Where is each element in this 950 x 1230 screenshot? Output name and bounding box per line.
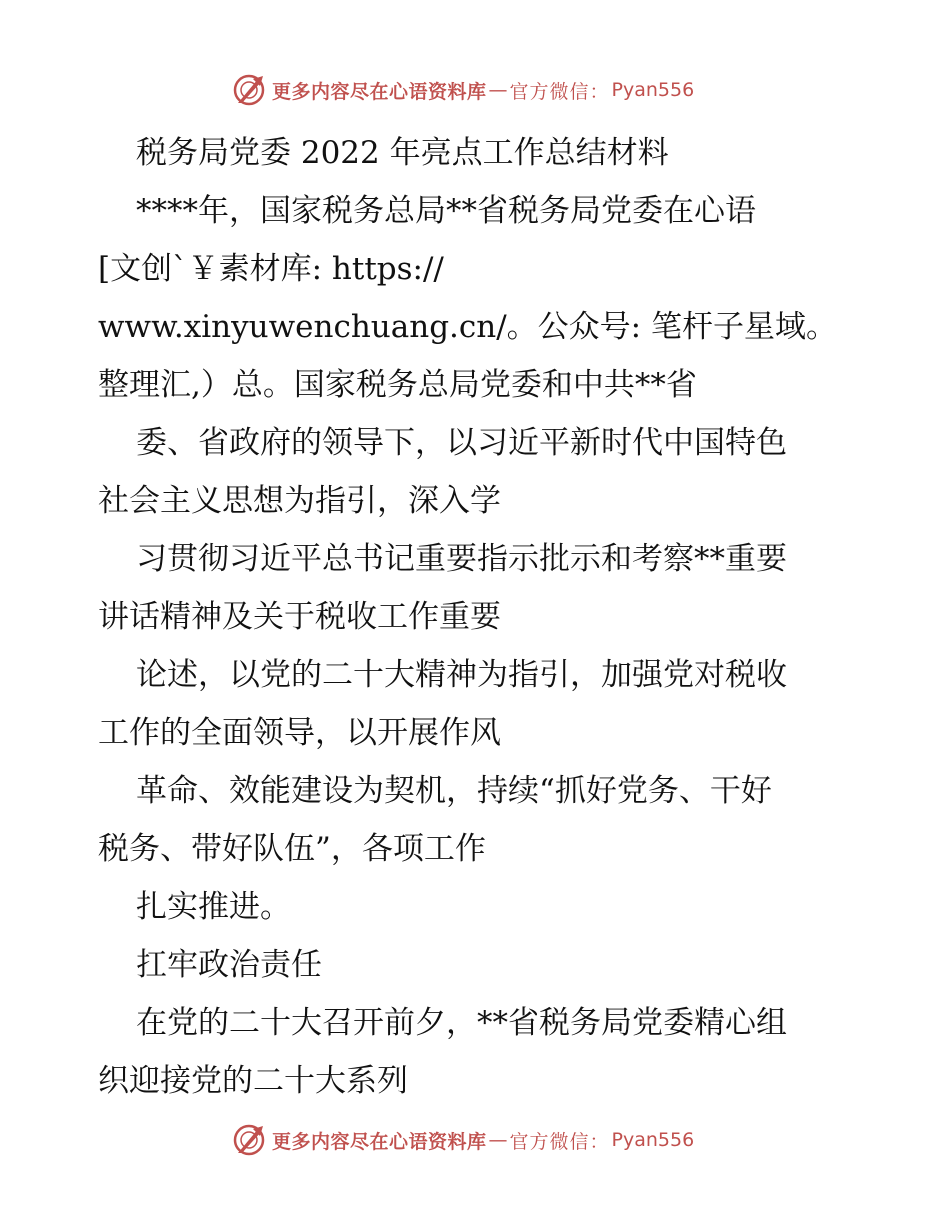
watermark-brand: 更多内容尽在心语资料库 <box>272 1130 487 1153</box>
header-watermark <box>232 72 694 108</box>
watermark-wechat-label: 官方微信： <box>509 80 610 103</box>
document-line: 讲话精神及关于税收工作重要 <box>98 599 501 635</box>
document-line: [文创`￥素材库: https:// <box>98 251 444 287</box>
document-line: 工作的全面领导，以开展作风 <box>98 715 501 751</box>
watermark-wechat-label: 官方微信： <box>509 1130 610 1153</box>
document-line: ****年，国家税务总局**省税务局党委在心语 <box>136 193 756 229</box>
document-line: 整理汇,）总。国家税务总局党委和中共**省 <box>98 367 697 403</box>
document-title: 税务局党委 2022 年亮点工作总结材料 <box>136 135 669 171</box>
document-line: 织迎接党的二十大系列 <box>98 1063 408 1099</box>
document-line: 习贯彻习近平总书记重要指示批示和考察**重要 <box>136 541 787 577</box>
watermark-wechat-id: Pyan556 <box>611 79 695 101</box>
watermark-separator: — <box>488 1129 508 1151</box>
quill-pen-circle-icon <box>232 73 266 107</box>
document-line: 论述，以党的二十大精神为指引，加强党对税收 <box>136 657 787 693</box>
document-line: 委、省政府的领导下，以习近平新时代中国特色 <box>136 425 787 461</box>
watermark-separator: — <box>488 79 508 101</box>
document-line: 扎实推进。 <box>136 889 291 925</box>
document-body <box>98 124 858 1110</box>
document-line: www.xinyuwenchuang.cn/。公众号: 笔杆子星域。 <box>98 309 837 345</box>
quill-pen-circle-icon <box>232 1123 266 1157</box>
watermark-brand: 更多内容尽在心语资料库 <box>272 80 487 103</box>
document-line: 在党的二十大召开前夕，**省税务局党委精心组 <box>136 1005 787 1041</box>
document-line: 扛牢政治责任 <box>136 947 322 983</box>
document-line: 税务、带好队伍”，各项工作 <box>98 831 486 867</box>
footer-watermark <box>232 1122 694 1158</box>
watermark-wechat-id: Pyan556 <box>611 1129 695 1151</box>
document-line: 社会主义思想为指引，深入学 <box>98 483 501 519</box>
document-line: 革命、效能建设为契机，持续“抓好党务、干好 <box>136 773 772 809</box>
